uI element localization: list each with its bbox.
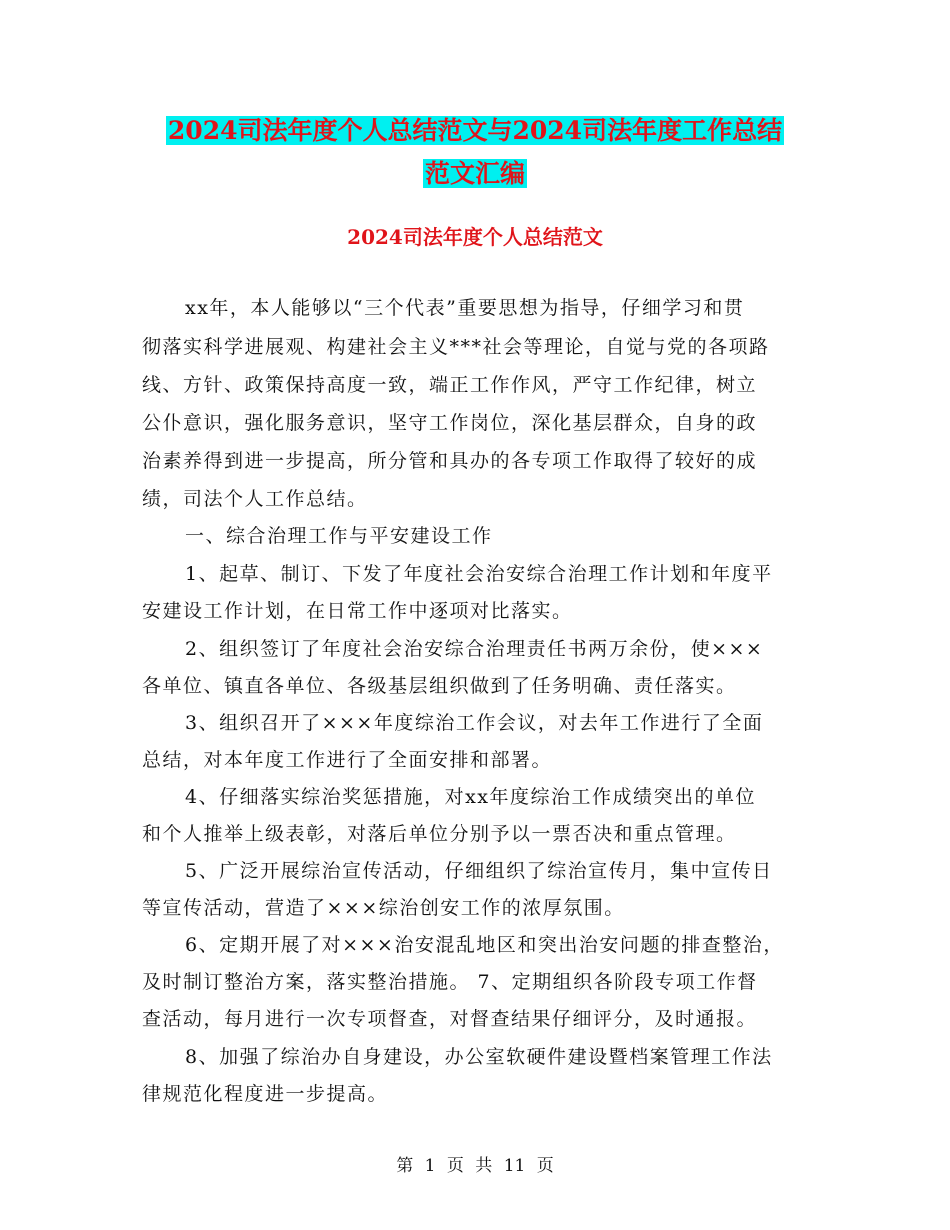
body-line: 线、方针、政策保持高度一致，端正工作作风，严守工作纪律，树立 [142, 374, 758, 396]
body-line: 安建设工作计划，在日常工作中逐项对比落实。 [142, 600, 573, 622]
body-line: 2、组织签订了年度社会治安综合治理责任书两万余份，使××× [185, 638, 764, 660]
body-line: xx年，本人能够以“三个代表”重要思想为指导，仔细学习和贯 [185, 297, 745, 319]
body-line: 总结，对本年度工作进行了全面安排和部署。 [142, 749, 553, 771]
document-title-line-1: 2024司法年度个人总结范文与2024司法年度工作总结 [167, 116, 783, 145]
body-line: 律规范化程度进一步提高。 [142, 1083, 389, 1105]
document-title-line-2: 范文汇编 [424, 159, 525, 188]
body-line: 4、仔细落实综治奖惩措施，对xx年度综治工作成绩突出的单位 [185, 786, 757, 808]
body-line: 绩，司法个人工作总结。 [142, 488, 368, 510]
section-heading: 2024司法年度个人总结范文 [347, 225, 603, 249]
page-number-footer: 第 1 页 共 11 页 [396, 1156, 554, 1176]
body-line: 等宣传活动，营造了×××综治创安工作的浓厚氛围。 [142, 897, 625, 919]
body-line: 8、加强了综治办自身建设，办公室软硬件建设暨档案管理工作法 [185, 1046, 773, 1068]
section-item-heading: 一、综合治理工作与平安建设工作 [185, 525, 493, 547]
body-line: 彻落实科学进展观、构建社会主义***社会等理论，自觉与党的各项路 [142, 336, 770, 358]
body-line: 治素养得到进一步提高，所分管和具办的各专项工作取得了较好的成 [142, 450, 758, 472]
body-line: 查活动，每月进行一次专项督查，对督查结果仔细评分，及时通报。 [142, 1008, 758, 1030]
body-line: 公仆意识，强化服务意识，坚守工作岗位，深化基层群众，自身的政 [142, 412, 758, 434]
body-line: 1、起草、制订、下发了年度社会治安综合治理工作计划和年度平 [185, 563, 773, 585]
body-line: 5、广泛开展综治宣传活动，仔细组织了综治宣传月，集中宣传日 [185, 860, 773, 882]
body-line: 和个人推举上级表彰，对落后单位分别予以一票否决和重点管理。 [142, 823, 737, 845]
body-line: 及时制订整治方案，落实整治措施。 7、定期组织各阶段专项工作督 [142, 971, 758, 993]
body-line: 3、组织召开了×××年度综治工作会议，对去年工作进行了全面 [185, 712, 764, 734]
body-line: 6、定期开展了对×××治安混乱地区和突出治安问题的排查整治， [185, 934, 784, 956]
body-line: 各单位、镇直各单位、各级基层组织做到了任务明确、责任落实。 [142, 675, 737, 697]
